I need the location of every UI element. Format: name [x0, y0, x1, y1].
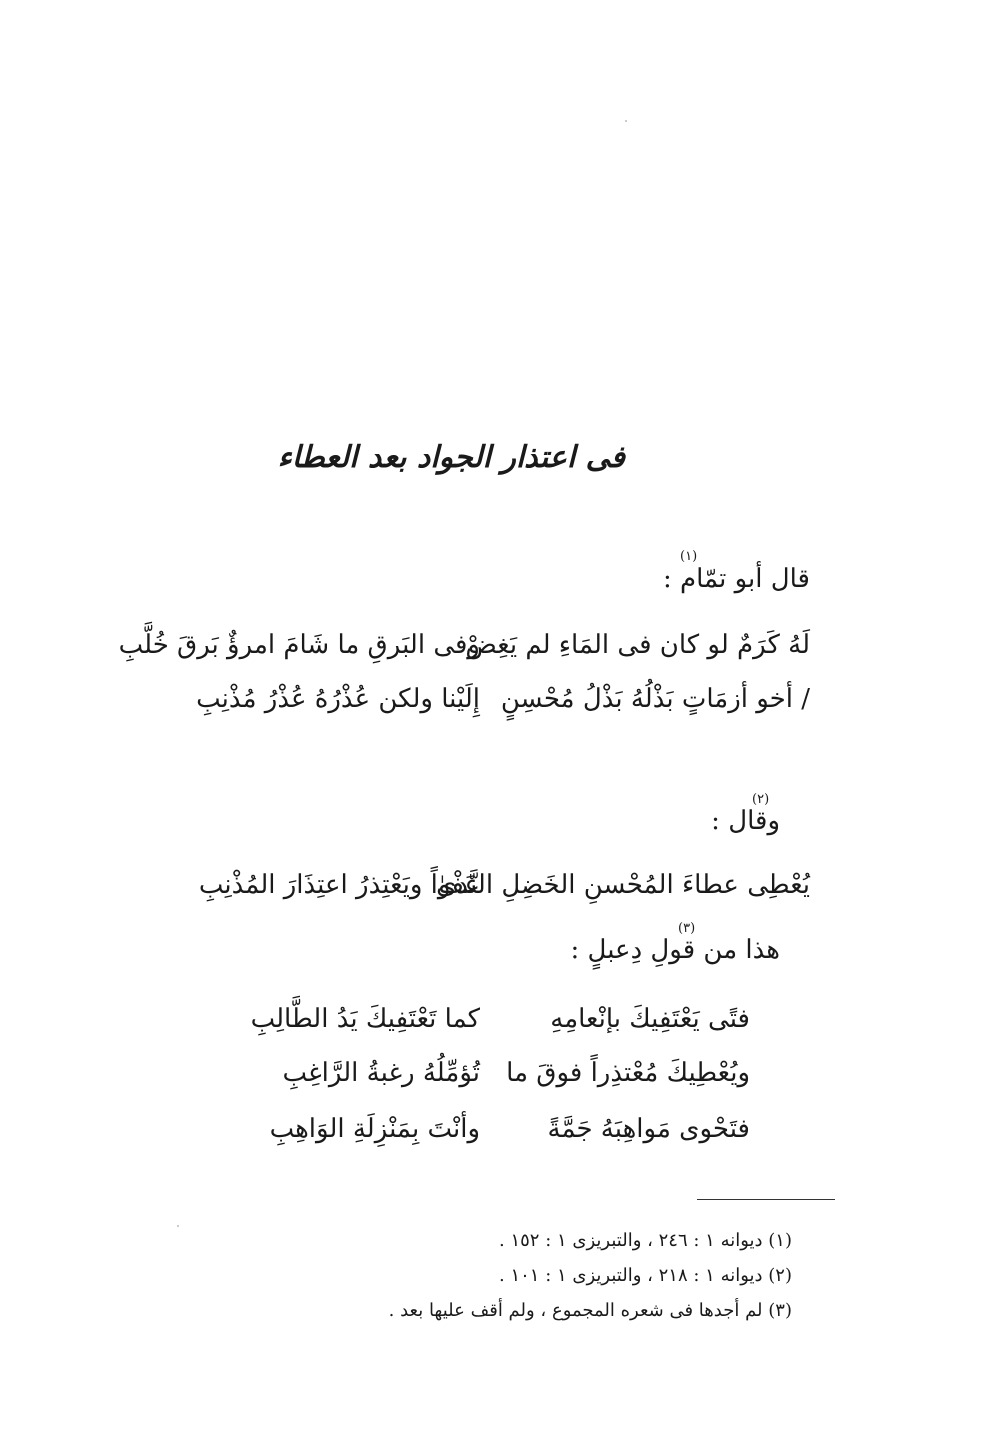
- poem1-verse2-second-hemistich: إِلَيْنا ولكن عُذْرُهُ عُذْرُ مُذْنِبِ: [196, 684, 480, 714]
- poem1-verse2-first-hemistich: / أخو أزمَاتٍ بَذْلُهُ بَذْلُ مُحْسِنٍ: [500, 684, 810, 714]
- poem3-verse3-first-hemistich: فتَحْوى مَواهِبَهُ جَمَّةً: [547, 1114, 750, 1144]
- scan-speck: [625, 120, 627, 122]
- footnote-2: (٢) ديوانه ١ : ٢١٨ ، والتبريزى ١ : ١٠١ .: [499, 1265, 792, 1286]
- footnote-marker-1: (١): [680, 549, 698, 564]
- footnote-marker-2: (٢): [752, 792, 770, 807]
- footnote-divider: [697, 1199, 835, 1200]
- poem3-verse3-second-hemistich: وأنْتَ بِمَنْزِلَةِ الوَاهِبِ: [269, 1114, 480, 1144]
- footnote-1: (١) ديوانه ١ : ٢٤٦ ، والتبريزى ١ : ١٥٢ .: [499, 1230, 792, 1251]
- poem2-verse1-first-hemistich: يُعْطِى عطاءَ المُحْسنِ الخَضِلِ النَّدىٰ: [436, 870, 810, 900]
- intro-wa-qal: وقال :: [711, 806, 780, 836]
- poem3-verse1-second-hemistich: كما تَعْتَفِيكَ يَدُ الطَّالِبِ: [250, 1004, 480, 1034]
- footnote-3: (٣) لم أجدها فى شعره المجموع ، ولم أقف عليها بعد .: [388, 1300, 792, 1321]
- footnote-marker-3: (٣): [678, 921, 696, 936]
- scan-speck: [177, 1225, 179, 1227]
- poem2-verse1-second-hemistich: عَفْواً ويَعْتِذرُ اعتِذَارَ المُذْنِبِ: [198, 870, 480, 900]
- section-title: فى اعتذار الجواد بعد العطاء: [277, 440, 625, 475]
- intro-abu-tammam: قال أبو تمّام :: [663, 564, 810, 594]
- poem3-verse2-second-hemistich: تُؤمِّلُهُ رغبةُ الرَّاغِبِ: [282, 1058, 480, 1088]
- poem3-verse2-first-hemistich: ويُعْطِيكَ مُعْتذِراً فوقَ ما: [506, 1058, 750, 1088]
- intro-diibil: هذا من قولِ دِعبلٍ :: [570, 935, 780, 965]
- poem3-verse1-first-hemistich: فتًى يَعْتَفِيكَ بإنْعامِهِ: [550, 1004, 750, 1034]
- poem1-verse1-first-hemistich: لَهُ كَرَمٌ لو كان فى المَاءِ لم يَغِضْ: [465, 630, 810, 660]
- poem1-verse1-second-hemistich: وفى البَرقِ ما شَامَ امرؤٌ بَرقَ خُلَّبِ: [118, 630, 480, 660]
